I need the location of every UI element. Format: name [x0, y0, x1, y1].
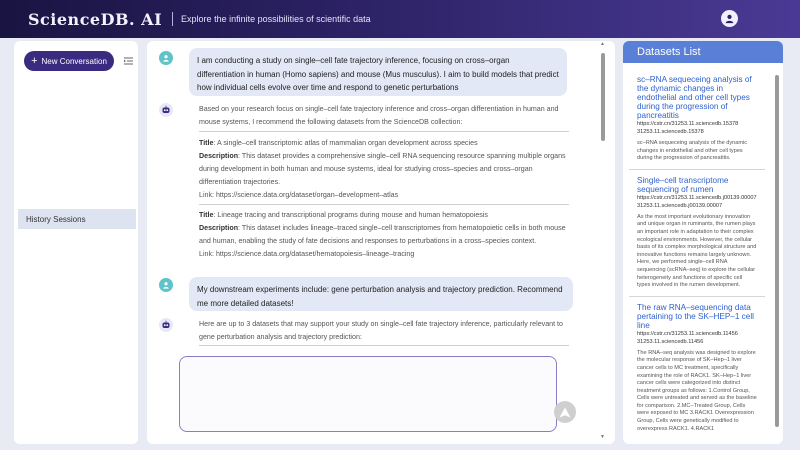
new-conversation-button[interactable] [24, 51, 114, 71]
datasets-scroll-thumb[interactable] [775, 75, 779, 427]
top-header [0, 0, 800, 38]
datasets-list [629, 69, 765, 439]
dataset-title[interactable]: Single–cell transcriptome sequencing of rumen [637, 175, 729, 194]
rec-link-row: Link: https://science.data.org/dataset/organ–development–atlas [199, 191, 399, 199]
header-divider [172, 12, 173, 26]
recommendation-1 [199, 137, 571, 202]
dataset-url[interactable]: https://cstr.cn/31253.11.sciencedb.15378 [637, 121, 739, 127]
datasets-scrollbar[interactable] [775, 69, 779, 437]
rec-description-row: Description: This dataset includes lineage–traced single–cell transcriptomes from hematopoietic cells in both mouse and human, enabling the study of fate decisions and responses to perturbations in a cross–species context. [199, 224, 566, 245]
user-message-2: My downstream experiments include: gene perturbation analysis and trajectory prediction. Recommend me more detailed datasets! [189, 277, 573, 311]
divider-line [199, 131, 569, 132]
datasets-panel [623, 41, 783, 444]
send-icon [559, 407, 571, 418]
bot-avatar [159, 318, 173, 332]
bot-intro-2: Here are up to 3 datasets that may support your study on single–cell fate trajectory inference, particularly relevant to gene perturbation analysis and trajectory prediction: [199, 320, 563, 341]
scroll-down-icon[interactable]: ▼ [600, 434, 605, 440]
user-account-icon[interactable] [721, 10, 738, 27]
rec-title: Lineage tracing and transcriptional programs during mouse and human hematopoiesis [217, 211, 488, 219]
rec-link[interactable]: https://science.data.org/dataset/hematopoiesis–lineage–tracing [215, 250, 415, 258]
dataset-id: 31253.11.sciencedb.j00139.00007 [637, 202, 723, 209]
dataset-card[interactable] [629, 69, 765, 170]
dataset-description: sc–RNA sequeceing analysis of the dynamic changes in endothelial and other cell types during the progression of pancreatitis. [637, 140, 748, 162]
rec-title-row: Title: A single–cell transcriptomic atlas of mammalian organ development across species [199, 139, 478, 147]
rec-title-label: Title [199, 211, 214, 219]
rec-description-label: Description [199, 224, 239, 232]
dataset-url[interactable]: https://cstr.cn/31253.11.sciencedb.j00139.00007 [637, 194, 757, 201]
divider-line [199, 204, 569, 205]
rec-description-row: Description: This dataset provides a comprehensive single–cell RNA sequencing resource spanning multiple organs during development in both human and mouse systems, ideal for studying cross–species and cross–organ differentiation trajectories. [199, 152, 566, 186]
history-sessions-item[interactable]: History Sessions [18, 209, 136, 229]
left-sidebar [14, 41, 138, 444]
rec-description-label: Description [199, 152, 239, 160]
user-message-1: I am conducting a study on single–cell fate trajectory inference, focusing on cross–organ differentiation in human (Homo sapiens) and mouse (Mus musculus). I aim to build models that predict how individual cells evolve over time and respond to genetic perturbations [189, 48, 567, 96]
dataset-url[interactable]: https://cstr.cn/31253.11.sciencedb.11456 [637, 330, 738, 337]
rec-link[interactable]: https://science.data.org/dataset/organ–development–atlas [215, 191, 399, 199]
rec-description: This dataset includes lineage–traced single–cell transcriptomes from hematopoietic cells in both mouse and human, enabling the study of fate decisions and responses to perturbations in a cross–species context. [199, 224, 566, 245]
rec-description: This dataset provides a comprehensive single–cell RNA sequencing resource spanning multiple organs during development in both human and mouse systems, ideal for studying cross–species and cross–organ differentiation trajectories. [199, 152, 566, 186]
app-logo[interactable]: ScienceDB. AI [28, 9, 163, 29]
rec-link-label: Link [199, 250, 213, 258]
dataset-card[interactable] [629, 297, 765, 440]
dataset-title[interactable]: sc–RNA sequeceing analysis of the dynamic changes in endothelial and other cell types during the progression of pancreatitis [637, 75, 752, 120]
user-avatar [159, 51, 173, 65]
chat-panel [147, 41, 615, 444]
dataset-card[interactable] [629, 170, 765, 297]
divider-line [199, 345, 569, 346]
plus-icon: + [31, 55, 38, 67]
rec-title: A single–cell transcriptomic atlas of mammalian organ development across species [217, 139, 478, 147]
dataset-title[interactable]: The raw RNA–sequencing data pertaining to the SK–HEP–1 cell line [637, 302, 754, 330]
chat-scrollbar[interactable] [601, 53, 605, 438]
header-tagline: Explore the infinite possibilities of scientific data [181, 14, 371, 24]
user-avatar [159, 278, 173, 292]
chat-scroll-thumb[interactable] [601, 53, 605, 141]
rec-title-row: Title: Lineage tracing and transcriptional programs during mouse and human hematopoiesis [199, 211, 488, 219]
scroll-up-icon[interactable]: ▲ [600, 41, 605, 47]
collapse-sidebar-icon[interactable] [124, 57, 133, 65]
new-conversation-label: New Conversation [41, 56, 107, 66]
dataset-description: The RNA–seq analysis was designed to explore the molecular response of SK–Hep–1 liver cancer cells to MC treatment, specifically examining the role of RACK1. SK–Hep–1 liver cancer cells were categorized into distinct treatment groups as follows: 1.Control Group, Cells were untreated and served as the baseline for comparison. 2.MC–Treated Group, Cells were exposed to MC 3.RACK1 Overexpression Group, Cells were genetically modified to overexpress RACK1. 4.RACK1 [637, 349, 757, 432]
rec-link-row: Link: https://science.data.org/dataset/hematopoiesis–lineage–tracing [199, 250, 415, 258]
datasets-panel-title: Datasets List [623, 41, 783, 63]
dataset-id: 31253.11.sciencedb.11456 [637, 338, 704, 345]
recommendation-2 [199, 209, 571, 261]
dataset-id: 31253.11.sciencedb.15378 [637, 129, 704, 135]
bot-avatar [159, 103, 173, 117]
bot-intro-1: Based on your research focus on single–cell fate trajectory inference and cross–organ differentiation in human and mouse systems, I recommend the following datasets from the ScienceDB collection: [199, 105, 559, 126]
rec-title-label: Title [199, 139, 214, 147]
rec-link-label: Link [199, 191, 213, 199]
send-button[interactable] [554, 401, 576, 423]
dataset-description: As the most important evolutionary innovation and unique organ in ruminants, the rumen plays an important role in adaptation to their complex ecological environments. However, the cellular basis of its complex morphological structure and innovative functions remains largely unknown. Here, we performed single–cell RNA sequencing (scRNA–seq) to explore the cellular heterogeneity and functions of specific cell types involved in the rumen development. [637, 213, 757, 289]
chat-input[interactable] [179, 356, 557, 432]
